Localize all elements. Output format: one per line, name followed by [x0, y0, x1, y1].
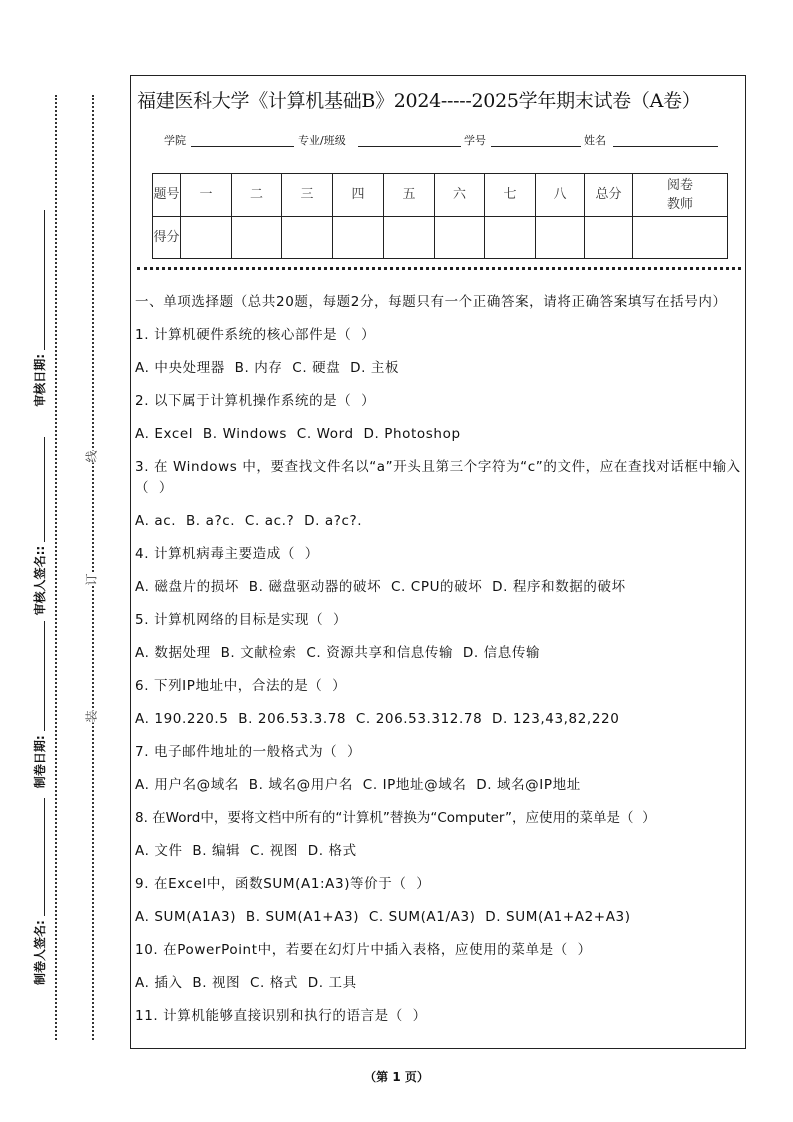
maker-sign-field[interactable] [44, 798, 45, 916]
maker-date-field[interactable] [44, 621, 45, 731]
score-row [153, 216, 728, 259]
options-line: A. ac. B. a?c. C. ac.? D. a?c?. [135, 513, 363, 529]
question-line: 7. 电子邮件地址的一般格式为（ ） [135, 744, 362, 760]
major-field[interactable] [358, 132, 461, 147]
college-label: 学院 [164, 134, 186, 147]
options-line: A. SUM(A1A3) B. SUM(A1+A3) C. SUM(A1/A3) D. SUM(A1+A2+A3) [135, 909, 631, 925]
score-cell[interactable] [384, 216, 435, 259]
header-cell: 阅卷教师 [633, 174, 728, 217]
major-label: 专业/班级 [298, 134, 346, 147]
question-line: 1. 计算机硬件系统的核心部件是（ ） [135, 327, 376, 343]
options-line: A. 中央处理器 B. 内存 C. 硬盘 D. 主板 [135, 360, 400, 376]
question-line: 3. 在 Windows 中，要查找文件名以“a”开头且第三个字符为“c”的文件，应在查找对话框中输入（ ） [135, 459, 741, 496]
student-id-label: 学号 [464, 134, 486, 147]
exam-paper [130, 75, 746, 1049]
name-field[interactable] [613, 132, 718, 147]
score-cell[interactable] [333, 216, 384, 259]
bind-mark-zhuang: 装 [81, 710, 102, 722]
score-cell[interactable] [232, 216, 282, 259]
question-section [135, 292, 741, 1039]
binding-dotted-line-outer [55, 95, 57, 1040]
maker-date-label: 制卷日期: [33, 735, 47, 789]
header-cell: 题号 [153, 174, 181, 217]
dotted-divider [137, 267, 741, 270]
header-cell: 总分 [585, 174, 633, 217]
reviewer-sign-label: 审核人签名:: [33, 545, 47, 616]
header-cell: 八 [536, 174, 585, 217]
header-cell: 七 [485, 174, 536, 217]
question-line: 11. 计算机能够直接识别和执行的语言是（ ） [135, 1008, 427, 1024]
page-number: （第 1 页） [364, 1070, 429, 1084]
bind-mark-ding: 订 [81, 573, 102, 585]
score-cell[interactable] [282, 216, 333, 259]
score-row-label: 得分 [153, 216, 181, 259]
review-date-label: 审核日期: [33, 353, 47, 407]
question-line: 10. 在PowerPoint中，若要在幻灯片中插入表格，应使用的菜单是（ ） [135, 942, 592, 958]
header-cell: 五 [384, 174, 435, 217]
options-line: A. 磁盘片的损坏 B. 磁盘驱动器的破坏 C. CPU的破坏 D. 程序和数据的破坏 [135, 579, 626, 595]
header-cell: 四 [333, 174, 384, 217]
options-line: A. 文件 B. 编辑 C. 视图 D. 格式 [135, 843, 357, 859]
maker-sign-label: 制卷人签名: [33, 920, 47, 985]
score-cell[interactable] [485, 216, 536, 259]
question-line: 2. 以下属于计算机操作系统的是（ ） [135, 393, 376, 409]
student-info-line [131, 132, 747, 152]
score-cell[interactable] [536, 216, 585, 259]
header-cell: 三 [282, 174, 333, 217]
score-table-header-row [153, 174, 728, 217]
options-line: A. 190.220.5 B. 206.53.3.78 C. 206.53.312.78 D. 123,43,82,220 [135, 711, 620, 727]
options-line: A. 插入 B. 视图 C. 格式 D. 工具 [135, 975, 357, 991]
student-id-field[interactable] [491, 132, 581, 147]
name-label: 姓名 [584, 134, 606, 147]
header-cell: 一 [181, 174, 232, 217]
score-cell[interactable] [585, 216, 633, 259]
review-date-field[interactable] [44, 210, 45, 350]
reviewer-sign-field[interactable] [44, 437, 45, 542]
options-line: A. Excel B. Windows C. Word D. Photoshop [135, 426, 461, 442]
bind-mark-xian: 线 [81, 450, 102, 462]
options-line: A. 用户名@域名 B. 域名@用户名 C. IP地址@域名 D. 域名@IP地址 [135, 777, 581, 793]
section-heading: 一、单项选择题（总共20题，每题2分，每题只有一个正确答案，请将正确答案填写在括号内） [135, 294, 727, 310]
question-line: 9. 在Excel中，函数SUM(A1:A3)等价于（ ） [135, 876, 431, 892]
question-line: 6. 下列IP地址中，合法的是（ ） [135, 678, 347, 694]
question-line: 5. 计算机网络的目标是实现（ ） [135, 612, 348, 628]
score-cell[interactable] [633, 216, 728, 259]
options-line: A. 数据处理 B. 文献检索 C. 资源共享和信息传输 D. 信息传输 [135, 645, 541, 661]
header-cell: 六 [435, 174, 485, 217]
college-field[interactable] [191, 132, 294, 147]
score-table [152, 173, 728, 259]
score-cell[interactable] [181, 216, 232, 259]
question-line: 4. 计算机病毒主要造成（ ） [135, 546, 319, 562]
binding-dotted-line-inner [92, 95, 94, 1040]
page-title: 福建医科大学《计算机基础B》2024-----2025学年期末试卷（A卷） [137, 90, 701, 112]
signature-strip [28, 85, 48, 1035]
score-cell[interactable] [435, 216, 485, 259]
header-cell: 二 [232, 174, 282, 217]
question-line: 8. 在Word中，要将文档中所有的“计算机”替换为“Computer”，应使用的菜单是（ ） [135, 810, 656, 826]
